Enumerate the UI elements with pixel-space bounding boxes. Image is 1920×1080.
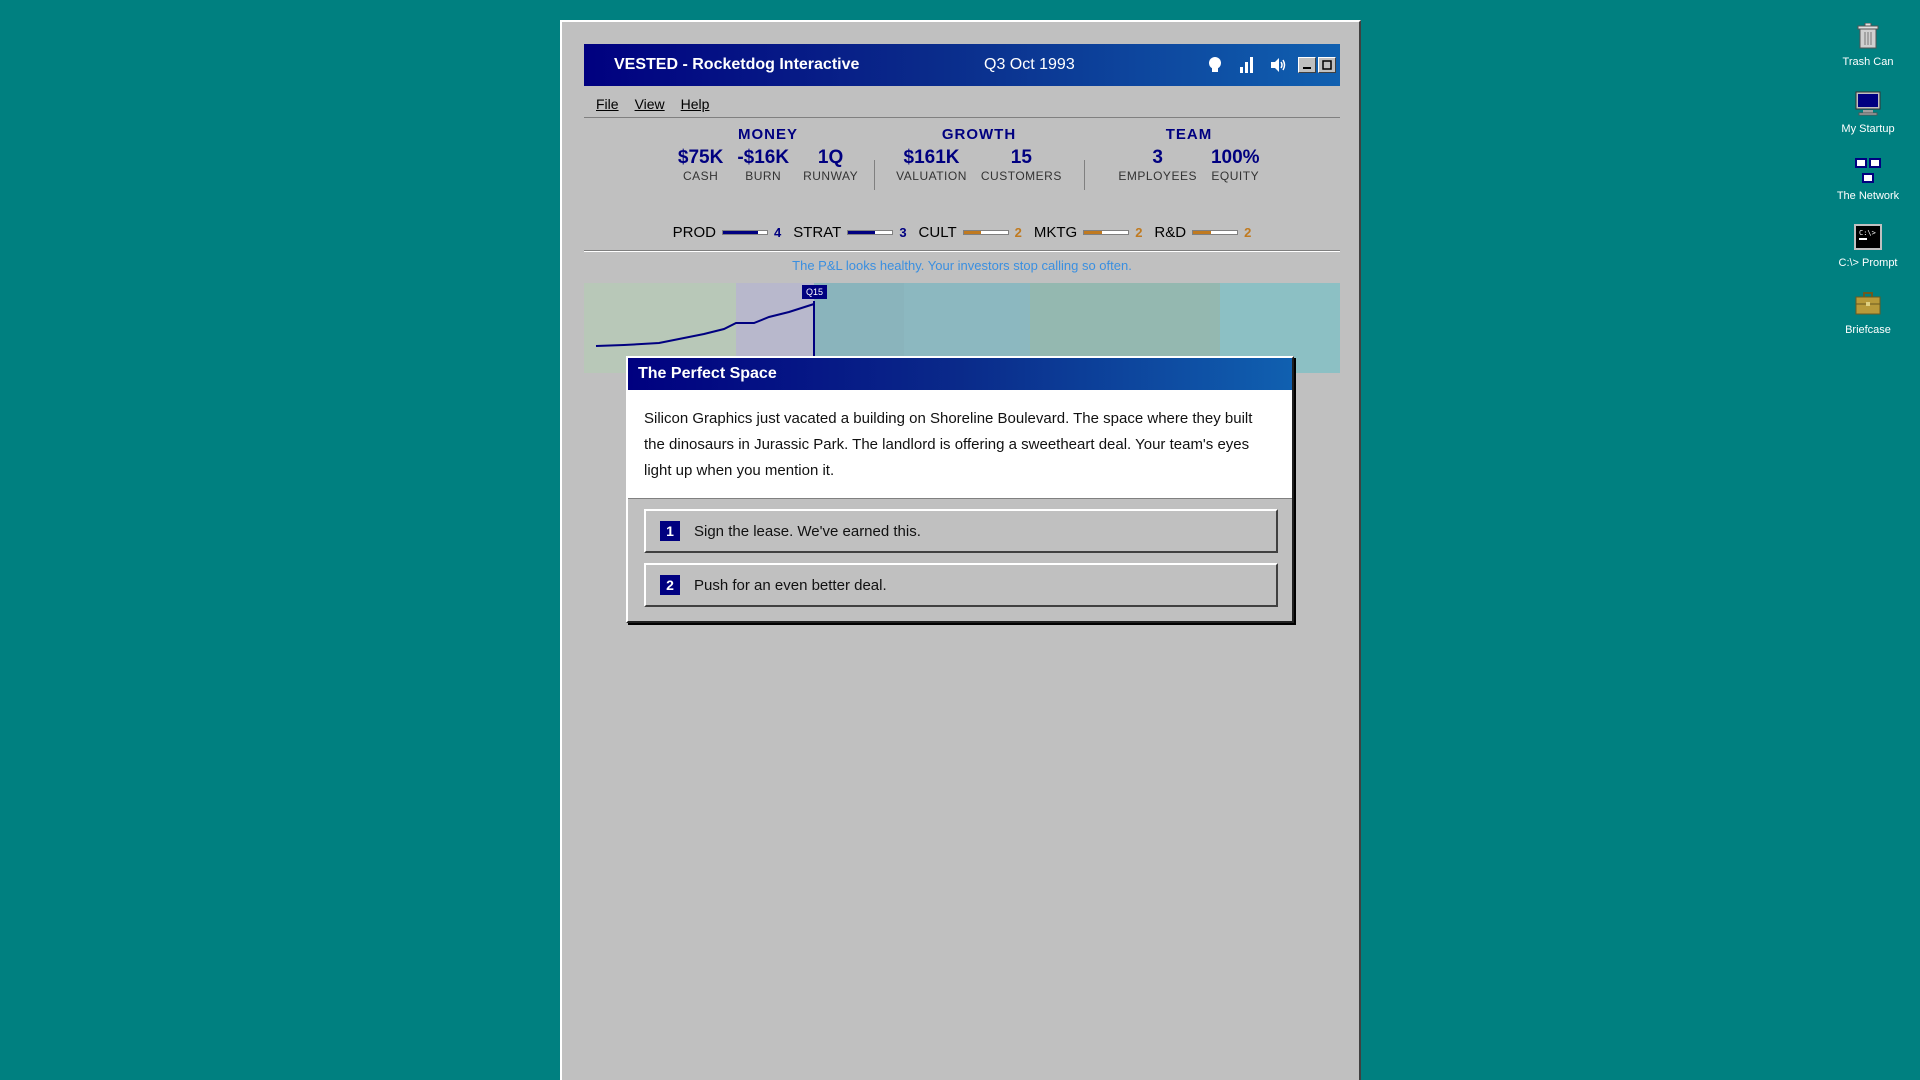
dialog-body: Silicon Graphics just vacated a building on Shoreline Boulevard. The space where they built the dinosaurs in Jurassic Park. The landlord is offering a sweetheart deal. Your team's eyes light up when you mention it. bbox=[628, 390, 1292, 499]
burn-label: BURN bbox=[745, 169, 782, 183]
maximize-button[interactable] bbox=[1318, 57, 1336, 73]
cash-value: $75K bbox=[677, 147, 724, 168]
runway-stat bbox=[803, 147, 858, 183]
briefcase-icon bbox=[1852, 288, 1884, 320]
employees-label: EMPLOYEES bbox=[1118, 169, 1197, 183]
runway-value: 1Q bbox=[817, 147, 844, 168]
customers-value: 15 bbox=[1010, 147, 1032, 168]
desktop-icon-my-startup[interactable] bbox=[1820, 87, 1916, 136]
menu-view[interactable]: View bbox=[634, 95, 665, 112]
equity-stat bbox=[1211, 147, 1260, 183]
network-icon bbox=[1852, 154, 1884, 186]
desktop-icon-label: My Startup bbox=[1841, 123, 1895, 135]
skill-bar bbox=[722, 230, 768, 235]
marker-label: Q15 bbox=[805, 287, 824, 297]
skill-mktg bbox=[1034, 224, 1143, 241]
growth-title: GROWTH bbox=[941, 126, 1017, 143]
skill-value: 2 bbox=[1014, 224, 1022, 240]
money-title: MONEY bbox=[737, 126, 798, 143]
desktop-icons bbox=[1820, 20, 1916, 355]
choice-button-1[interactable] bbox=[644, 509, 1278, 553]
skill-value: 2 bbox=[1244, 224, 1252, 240]
dialog-title: The Perfect Space bbox=[628, 358, 1292, 390]
skill-bar bbox=[1192, 230, 1238, 235]
desktop-icon-label: Trash Can bbox=[1842, 56, 1894, 68]
menu-help[interactable]: Help bbox=[680, 95, 710, 112]
menu-file[interactable]: File bbox=[596, 95, 619, 112]
maximize-icon bbox=[1322, 60, 1332, 70]
team-group bbox=[1094, 126, 1284, 183]
skill-value: 3 bbox=[899, 224, 907, 240]
skill-name: CULT bbox=[918, 223, 957, 241]
skill-name: R&D bbox=[1154, 223, 1187, 241]
desktop-icon-briefcase[interactable] bbox=[1820, 288, 1916, 337]
skill-name: PROD bbox=[672, 223, 717, 241]
speaker-icon[interactable] bbox=[1270, 56, 1288, 74]
desktop-icon-prompt[interactable] bbox=[1820, 221, 1916, 270]
minimize-icon bbox=[1302, 60, 1312, 70]
skill-rnd bbox=[1154, 224, 1251, 241]
choice-key: 1 bbox=[660, 521, 680, 541]
team-title: TEAM bbox=[1165, 126, 1213, 143]
trash-can-icon bbox=[1852, 20, 1884, 52]
valuation-value: $161K bbox=[903, 147, 960, 168]
employees-value: 3 bbox=[1152, 147, 1163, 168]
skill-bar bbox=[1083, 230, 1129, 235]
stats-divider-line bbox=[584, 250, 1340, 252]
stats-divider bbox=[1084, 160, 1085, 190]
title-bar[interactable] bbox=[584, 44, 1340, 86]
svg-text:C:\>: C:\> bbox=[1859, 229, 1876, 237]
employees-stat bbox=[1118, 147, 1197, 183]
skill-prod bbox=[673, 224, 782, 241]
skills-row bbox=[584, 220, 1340, 244]
desktop-icon-the-network[interactable] bbox=[1820, 154, 1916, 203]
burn-stat bbox=[737, 147, 789, 183]
money-group bbox=[668, 126, 868, 183]
game-date: Q3 Oct 1993 bbox=[984, 56, 1075, 73]
skill-bar bbox=[847, 230, 893, 235]
window-title: VESTED - Rocketdog Interactive bbox=[614, 56, 860, 73]
customers-stat bbox=[981, 147, 1062, 183]
valuation-label: VALUATION bbox=[896, 169, 967, 183]
desktop-icon-label: Briefcase bbox=[1845, 324, 1891, 336]
skill-bar bbox=[963, 230, 1009, 235]
choice-label: Push for an even better deal. bbox=[694, 576, 887, 594]
stats-panel bbox=[584, 122, 1340, 212]
burn-value: -$16K bbox=[737, 147, 790, 168]
computer-icon bbox=[1852, 87, 1884, 119]
event-dialog bbox=[626, 356, 1294, 623]
runway-label: RUNWAY bbox=[803, 169, 859, 183]
cash-stat bbox=[678, 147, 723, 183]
desktop-icon-trash-can[interactable] bbox=[1820, 20, 1916, 69]
cash-label: CASH bbox=[682, 169, 719, 183]
dialog-choices bbox=[628, 499, 1292, 607]
skill-name: STRAT bbox=[793, 223, 842, 241]
desktop-icon-label: C:\> Prompt bbox=[1838, 257, 1898, 269]
stats-divider bbox=[874, 160, 875, 190]
valuation-stat bbox=[896, 147, 967, 183]
skill-strat bbox=[793, 224, 906, 241]
skill-name: MKTG bbox=[1033, 223, 1078, 241]
equity-label: EQUITY bbox=[1211, 169, 1260, 183]
growth-group bbox=[884, 126, 1074, 183]
signal-bars-icon[interactable] bbox=[1238, 56, 1256, 74]
minimize-button[interactable] bbox=[1298, 57, 1316, 73]
menu-bar bbox=[584, 90, 1340, 118]
choice-label: Sign the lease. We've earned this. bbox=[694, 522, 921, 540]
choice-key: 2 bbox=[660, 575, 680, 595]
skill-value: 2 bbox=[1135, 224, 1143, 240]
choice-button-2[interactable] bbox=[644, 563, 1278, 607]
status-message: The P&L looks healthy. Your investors stop calling so often. bbox=[792, 258, 1132, 273]
lightbulb-icon[interactable] bbox=[1206, 56, 1224, 74]
customers-label: CUSTOMERS bbox=[980, 169, 1062, 183]
skill-cult bbox=[919, 224, 1022, 241]
equity-value: 100% bbox=[1210, 147, 1260, 168]
desktop-icon-label: The Network bbox=[1836, 190, 1900, 202]
prompt-icon bbox=[1852, 221, 1884, 253]
skill-value: 4 bbox=[774, 224, 782, 240]
